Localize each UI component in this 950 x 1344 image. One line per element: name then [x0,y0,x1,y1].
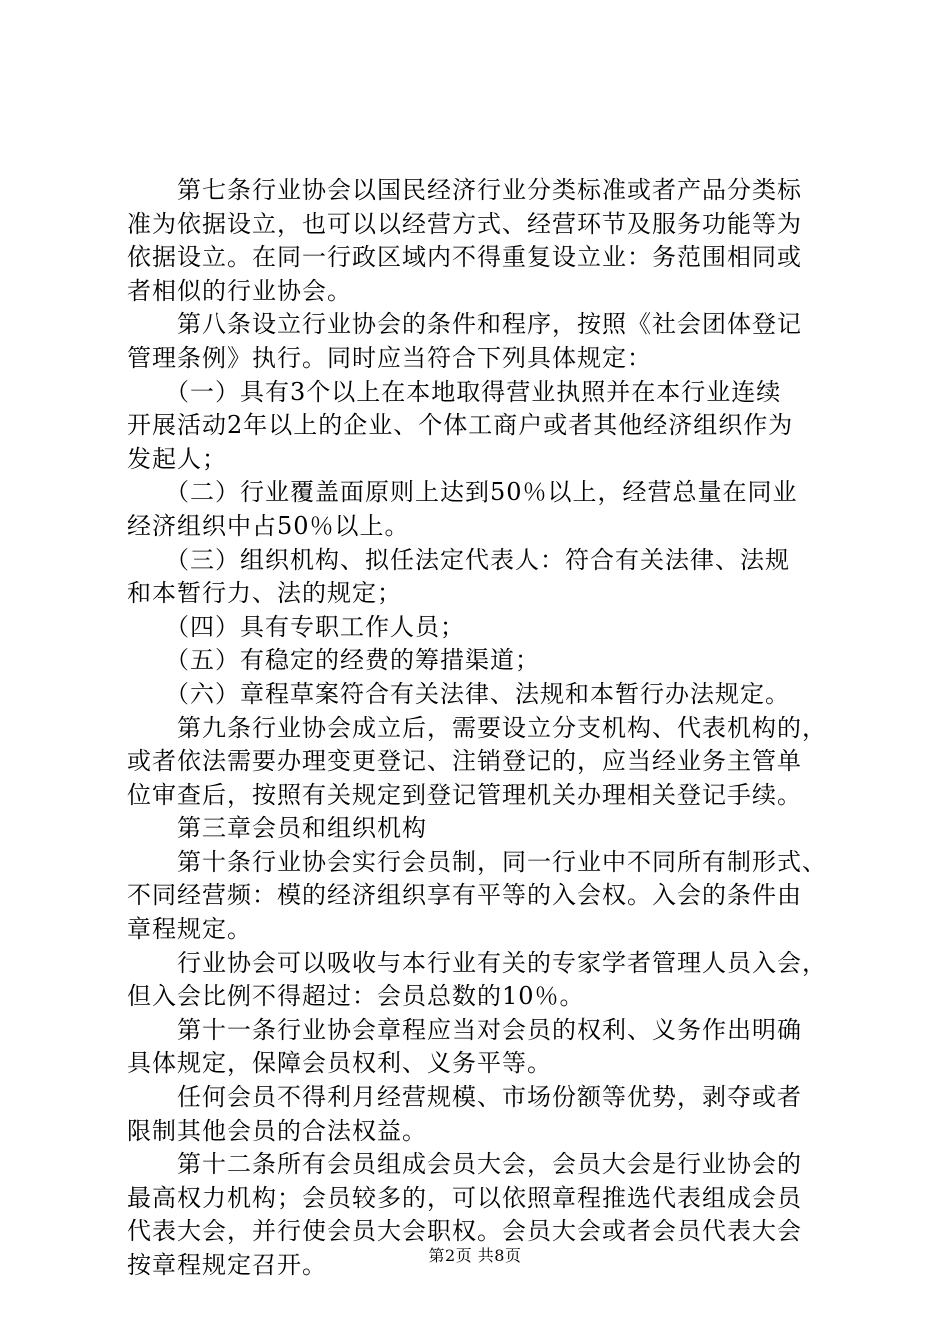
text-line: 准为依据设立，也可以以经营方式、经营环节及服务功能等为 [127,209,802,238]
document-body [127,174,837,1283]
text-line: 第十条行业协会实行会员制，同一行业中不同所有制形式、 [127,847,827,876]
text-line: （四）具有专职工作人员； [127,612,465,641]
text-line: 第三章会员和组织机构 [127,814,427,843]
text-line: 最高权力机构；会员较多的，可以依照章程推选代表组成会员 [127,1183,802,1212]
text-line: 不同经营频：模的经济组织享有平等的入会权。入会的条件由 [127,881,802,910]
text-line: （二）行业覆盖面原则上达到50％以上，经营总量在同业 [127,478,798,507]
text-line: （六）章程草案符合有关法律、法规和本暂行办法规定。 [127,679,790,708]
text-line: 经济组织中占50％以上。 [127,511,410,540]
text-line: 代表大会，并行使会员大会职权。会员大会或者会员代表大会 [127,1217,802,1246]
text-line: 第十二条所有会员组成会员大会，会员大会是行业协会的 [127,1150,802,1179]
text-line: 者相似的行业协会。 [127,276,352,305]
text-line: （三）组织机构、拟任法定代表人：符合有关法律、法规 [127,545,790,574]
text-line: 章程规定。 [127,915,252,944]
text-line: 依据设立。在同一行政区域内不得重复设立业：务范围相同或 [127,243,802,272]
text-line: 位审查后，按照有关规定到登记管理机关办理相关登记手续。 [127,780,802,809]
text-line: 开展活动2年以上的企业、个体工商户或者其他经济组织作为 [127,411,794,440]
text-line: 或者依法需要办理变更登记、注销登记的，应当经业务主管单 [127,747,802,776]
text-line: 第七条行业协会以国民经济行业分类标准或者产品分类标 [127,176,802,204]
text-line: 任何会员不得利月经营规模、市场份额等优势，剥夺或者 [127,1083,802,1112]
text-line: （一）具有3个以上在本地取得营业执照并在本行业连续 [127,377,782,406]
text-line: 管理条例》执行。同时应当符合下列具体规定： [127,343,652,372]
text-line: 和本暂行力、法的规定； [127,579,402,608]
text-line: 第十一条行业协会章程应当对会员的权利、义务作出明确 [127,1015,802,1044]
text-line: 具体规定，保障会员权利、义务平等。 [127,1049,552,1078]
text-line: 但入会比例不得超过：会员总数的10％。 [127,982,585,1011]
text-line: 第九条行业协会成立后，需要设立分支机构、代表机构的， [127,713,827,742]
text-line: 发起人； [127,444,227,473]
text-line: 第八条设立行业协会的条件和程序，按照《社会团体登记 [127,310,802,339]
page-footer: 第2页 共8页 [428,1246,522,1265]
text-line: 行业协会可以吸收与本行业有关的专家学者管理人员入会， [127,948,827,977]
text-line: （五）有稳定的经费的筹措渠道； [127,646,540,675]
text-line: 限制其他会员的合法权益。 [127,1116,427,1145]
text-line: 按章程规定召开。 [127,1251,327,1279]
